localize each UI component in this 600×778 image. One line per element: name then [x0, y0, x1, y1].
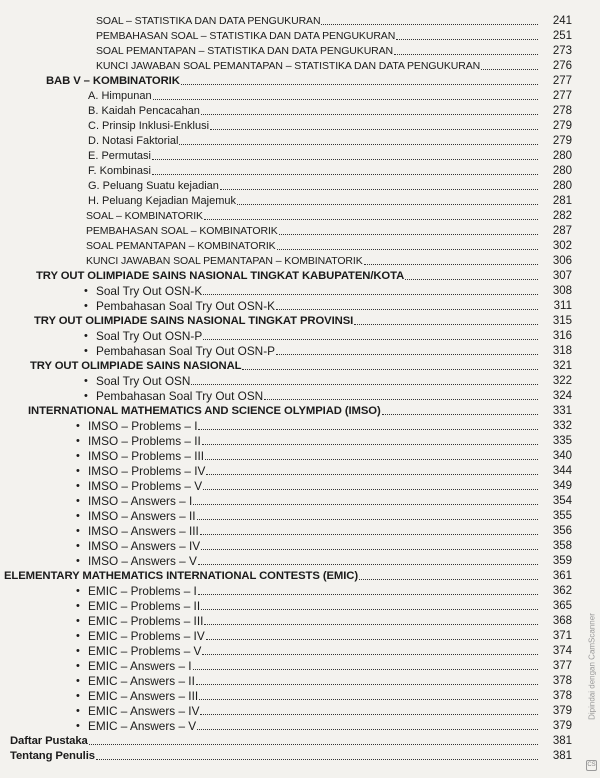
- dot-leader: [152, 174, 538, 175]
- toc-page-number: 321: [552, 360, 572, 372]
- toc-entry: [88, 89, 572, 104]
- toc-entry-label: Pembahasan Soal Try Out OSN-K: [96, 299, 275, 313]
- toc-entry-label: IMSO – Problems – III: [88, 449, 205, 463]
- bullet-icon: •: [76, 420, 80, 432]
- toc-entry: [76, 434, 572, 449]
- bullet-icon: •: [76, 540, 80, 552]
- toc-page-number: 356: [552, 525, 572, 537]
- toc-entry-label: Soal Try Out OSN-P: [96, 329, 203, 343]
- toc-entry: [76, 629, 572, 644]
- toc-entry: [96, 59, 572, 74]
- toc-entry: [84, 344, 572, 359]
- toc-page-number: 378: [552, 675, 572, 687]
- dot-leader: [220, 189, 538, 190]
- toc-entry: [76, 704, 572, 719]
- dot-leader: [181, 84, 538, 85]
- toc-entry-label: BAB V – KOMBINATORIK: [46, 75, 180, 87]
- toc-entry-label: SOAL – STATISTIKA DAN DATA PENGUKURAN: [96, 15, 321, 27]
- dot-leader: [196, 684, 538, 685]
- toc-page-number: 381: [552, 750, 572, 762]
- dot-leader: [206, 639, 538, 640]
- dot-leader: [198, 594, 538, 595]
- toc-entry-label: PEMBAHASAN SOAL – KOMBINATORIK: [86, 225, 278, 237]
- dot-leader: [279, 234, 538, 235]
- dot-leader: [204, 219, 538, 220]
- toc-entry-label: Soal Try Out OSN-K: [96, 284, 203, 298]
- bullet-icon: •: [76, 720, 80, 732]
- toc-page-number: 354: [552, 495, 572, 507]
- toc-entry-label: Pembahasan Soal Try Out OSN: [96, 389, 264, 403]
- toc-page-number: 316: [552, 330, 572, 342]
- toc-page-number: 318: [552, 345, 572, 357]
- bullet-icon: •: [76, 675, 80, 687]
- toc-entry-label: EMIC – Problems – II: [88, 599, 201, 613]
- toc-page-number: 359: [552, 555, 572, 567]
- toc-entry-label: Soal Try Out OSN: [96, 374, 191, 388]
- toc-page-number: 281: [552, 195, 572, 207]
- dot-leader: [364, 264, 538, 265]
- bullet-icon: •: [84, 330, 88, 342]
- toc-entry: [76, 509, 572, 524]
- dot-leader: [193, 504, 538, 505]
- toc-entry: [76, 584, 572, 599]
- bullet-icon: •: [76, 435, 80, 447]
- toc-page-number: 251: [552, 30, 572, 42]
- toc-page-number: 365: [552, 600, 572, 612]
- dot-leader: [152, 159, 538, 160]
- toc-entry-label: C. Prinsip Inklusi-Enklusi: [88, 120, 210, 132]
- toc-entry-label: Pembahasan Soal Try Out OSN-P: [96, 344, 275, 358]
- toc-page-number: 362: [552, 585, 572, 597]
- toc-page-number: 308: [552, 285, 572, 297]
- dot-leader: [206, 474, 538, 475]
- bullet-icon: •: [84, 300, 88, 312]
- bullet-icon: •: [84, 375, 88, 387]
- toc-page-number: 280: [552, 165, 572, 177]
- dot-leader: [394, 54, 538, 55]
- toc-entry: [76, 524, 572, 539]
- toc-entry-label: Daftar Pustaka: [10, 735, 88, 747]
- toc-entry: [88, 164, 572, 179]
- toc-entry: [84, 329, 572, 344]
- toc-entry-label: IMSO – Problems – I: [88, 419, 198, 433]
- dot-leader: [96, 759, 538, 760]
- toc-page-number: 379: [552, 720, 572, 732]
- toc-page-number: 374: [552, 645, 572, 657]
- dot-leader: [198, 564, 538, 565]
- toc-page-number: 279: [552, 135, 572, 147]
- toc-section-heading: [28, 404, 572, 419]
- toc-entry-label: PEMBAHASAN SOAL – STATISTIKA DAN DATA PENGUKURAN: [96, 30, 396, 42]
- bullet-icon: •: [76, 480, 80, 492]
- toc-entry-label: KUNCI JAWABAN SOAL PEMANTAPAN – STATISTIKA DAN DATA PENGUKURAN: [96, 60, 481, 72]
- toc-entry: [76, 659, 572, 674]
- dot-leader: [153, 99, 538, 100]
- dot-leader: [202, 444, 538, 445]
- toc-page-number: 332: [552, 420, 572, 432]
- dot-leader: [242, 369, 538, 370]
- toc-entry: [76, 494, 572, 509]
- toc-section-heading: [36, 269, 572, 284]
- dot-leader: [277, 249, 538, 250]
- toc-page-number: 355: [552, 510, 572, 522]
- toc-entry: [86, 224, 572, 239]
- toc-entry-label: EMIC – Problems – III: [88, 614, 204, 628]
- toc-entry: [76, 539, 572, 554]
- toc-entry-label: IMSO – Answers – II: [88, 509, 196, 523]
- toc-page-number: 340: [552, 450, 572, 462]
- toc-entry-label: EMIC – Problems – IV: [88, 629, 205, 643]
- bullet-icon: •: [76, 465, 80, 477]
- toc-entry-label: F. Kombinasi: [88, 165, 151, 177]
- dot-leader: [203, 294, 538, 295]
- toc-page-number: 273: [552, 45, 572, 57]
- toc-entry-label: IMSO – Answers – I: [88, 494, 193, 508]
- toc-page-number: 377: [552, 660, 572, 672]
- dot-leader: [201, 114, 538, 115]
- bullet-icon: •: [76, 495, 80, 507]
- camscanner-logo-icon: CS: [586, 760, 597, 771]
- dot-leader: [179, 144, 538, 145]
- toc-page-number: 311: [553, 300, 572, 312]
- toc-entry: [76, 689, 572, 704]
- dot-leader: [200, 534, 538, 535]
- toc-entry-label: IMSO – Answers – V: [88, 554, 197, 568]
- toc-entry-label: EMIC – Problems – V: [88, 644, 202, 658]
- bullet-icon: •: [76, 450, 80, 462]
- toc-entry-label: EMIC – Answers – I: [88, 659, 192, 673]
- dot-leader: [205, 459, 538, 460]
- dot-leader: [198, 429, 538, 430]
- toc-entry: [76, 644, 572, 659]
- toc-entry: [88, 149, 572, 164]
- dot-leader: [191, 384, 538, 385]
- toc-entry-label: D. Notasi Faktorial: [88, 135, 179, 147]
- toc-entry: [76, 449, 572, 464]
- toc-page-number: 280: [552, 150, 572, 162]
- toc-entry-label: ELEMENTARY MATHEMATICS INTERNATIONAL CONTESTS (EMIC): [4, 570, 358, 582]
- toc-entry: [86, 239, 572, 254]
- dot-leader: [354, 324, 538, 325]
- dot-leader: [210, 129, 538, 130]
- bullet-icon: •: [76, 555, 80, 567]
- toc-entry-label: SOAL PEMANTAPAN – KOMBINATORIK: [86, 240, 276, 252]
- dot-leader: [201, 609, 538, 610]
- toc-entry-label: IMSO – Answers – IV: [88, 539, 201, 553]
- toc-section-heading: [46, 74, 572, 89]
- toc-entry-label: SOAL – KOMBINATORIK: [86, 210, 203, 222]
- bullet-icon: •: [76, 585, 80, 597]
- toc-section-heading: [34, 314, 572, 329]
- toc-page-number: 344: [552, 465, 572, 477]
- toc-page-number: 280: [552, 180, 572, 192]
- dot-leader: [359, 579, 538, 580]
- toc-page-number: 279: [552, 120, 572, 132]
- bullet-icon: •: [76, 645, 80, 657]
- dot-leader: [193, 669, 538, 670]
- toc-page-number: 378: [552, 690, 572, 702]
- toc-entry-label: TRY OUT OLIMPIADE SAINS NASIONAL TINGKAT KABUPATEN/KOTA: [36, 270, 405, 282]
- toc-section-heading: [10, 734, 572, 749]
- toc-page-number: 241: [552, 15, 572, 27]
- toc-entry-label: H. Peluang Kejadian Majemuk: [88, 195, 236, 207]
- bullet-icon: •: [84, 390, 88, 402]
- toc-entry-label: G. Peluang Suatu kejadian: [88, 180, 219, 192]
- dot-leader: [199, 699, 538, 700]
- toc-entry: [96, 44, 572, 59]
- bullet-icon: •: [76, 525, 80, 537]
- toc-entry-label: EMIC – Answers – III: [88, 689, 199, 703]
- toc-entry-label: EMIC – Answers – V: [88, 719, 197, 733]
- toc-entry: [88, 119, 572, 134]
- dot-leader: [202, 654, 538, 655]
- toc-page-number: 278: [552, 105, 572, 117]
- bullet-icon: •: [76, 705, 80, 717]
- toc-page-number: 306: [552, 255, 572, 267]
- toc-page-number: 381: [552, 735, 572, 747]
- toc-page-number: 361: [552, 570, 572, 582]
- toc-entry: [88, 104, 572, 119]
- toc-page-number: 324: [552, 390, 572, 402]
- toc-entry-label: A. Himpunan: [88, 90, 152, 102]
- toc-page-number: 371: [552, 630, 572, 642]
- dot-leader: [89, 744, 538, 745]
- toc-entry-label: EMIC – Answers – II: [88, 674, 195, 688]
- toc-page-number: 302: [552, 240, 572, 252]
- toc-page-number: 368: [552, 615, 572, 627]
- toc-entry: [84, 389, 572, 404]
- scanner-watermark: [586, 578, 598, 758]
- toc-entry-label: E. Permutasi: [88, 150, 151, 162]
- dot-leader: [204, 624, 538, 625]
- toc-entry-label: EMIC – Answers – IV: [88, 704, 200, 718]
- toc-page-number: 276: [552, 60, 572, 72]
- bullet-icon: •: [76, 690, 80, 702]
- toc-entry: [84, 374, 572, 389]
- toc-entry: [76, 674, 572, 689]
- toc-page-number: 379: [552, 705, 572, 717]
- toc-page-number: 277: [552, 75, 572, 87]
- dot-leader: [203, 489, 538, 490]
- toc-entry-label: KUNCI JAWABAN SOAL PEMANTAPAN – KOMBINATORIK: [86, 255, 363, 267]
- toc-page-number: 307: [552, 270, 572, 282]
- toc-entry: [76, 479, 572, 494]
- dot-leader: [203, 339, 538, 340]
- toc-entry: [76, 554, 572, 569]
- bullet-icon: •: [76, 615, 80, 627]
- toc-entry: [86, 254, 572, 269]
- dot-leader: [197, 519, 538, 520]
- toc-page-number: 349: [552, 480, 572, 492]
- toc-entry-label: IMSO – Answers – III: [88, 524, 199, 538]
- toc-entry-label: IMSO – Problems – V: [88, 479, 203, 493]
- toc-entry: [88, 134, 572, 149]
- toc-entry-label: EMIC – Problems – I: [88, 584, 197, 598]
- bullet-icon: •: [76, 630, 80, 642]
- toc-entry-label: INTERNATIONAL MATHEMATICS AND SCIENCE OLYMPIAD (IMSO): [28, 405, 381, 417]
- toc-entry: [88, 194, 572, 209]
- toc-entry: [76, 464, 572, 479]
- toc-entry-label: SOAL PEMANTAPAN – STATISTIKA DAN DATA PENGUKURAN: [96, 45, 394, 57]
- toc-entry: [76, 614, 572, 629]
- dot-leader: [396, 39, 538, 40]
- dot-leader: [276, 309, 538, 310]
- toc-entry: [84, 299, 572, 314]
- dot-leader: [405, 279, 538, 280]
- dot-leader: [276, 354, 538, 355]
- toc-entry-label: TRY OUT OLIMPIADE SAINS NASIONAL TINGKAT PROVINSI: [34, 315, 354, 327]
- dot-leader: [197, 729, 538, 730]
- bullet-icon: •: [76, 600, 80, 612]
- dot-leader: [200, 714, 538, 715]
- toc-entry: [96, 29, 572, 44]
- toc-page-number: 335: [552, 435, 572, 447]
- dot-leader: [264, 399, 538, 400]
- dot-leader: [321, 24, 538, 25]
- toc-entry: [96, 14, 572, 29]
- dot-leader: [382, 414, 538, 415]
- toc-page-number: 331: [552, 405, 572, 417]
- toc-entry: [88, 179, 572, 194]
- toc-section-heading: [10, 749, 572, 764]
- bullet-icon: •: [84, 285, 88, 297]
- dot-leader: [237, 204, 538, 205]
- toc-entry-label: B. Kaidah Pencacahan: [88, 105, 200, 117]
- toc-entry: [76, 719, 572, 734]
- toc-entry-label: TRY OUT OLIMPIADE SAINS NASIONAL: [30, 360, 242, 372]
- toc-page-number: 322: [552, 375, 572, 387]
- toc-entry-label: IMSO – Problems – IV: [88, 464, 206, 478]
- bullet-icon: •: [84, 345, 88, 357]
- toc-entry: [76, 599, 572, 614]
- toc-entry: [84, 284, 572, 299]
- toc-page-number: 277: [552, 90, 572, 102]
- toc-entry: [76, 419, 572, 434]
- toc-entry-label: IMSO – Problems – II: [88, 434, 201, 448]
- bullet-icon: •: [76, 660, 80, 672]
- toc-section-heading: [4, 569, 572, 584]
- dot-leader: [201, 549, 538, 550]
- watermark-text: Dipindai dengan CamScanner: [587, 613, 597, 720]
- toc-page-number: 287: [552, 225, 572, 237]
- toc-page-number: 315: [552, 315, 572, 327]
- toc-entry-label: Tentang Penulis: [10, 750, 95, 762]
- toc-page-number: 282: [552, 210, 572, 222]
- dot-leader: [481, 69, 538, 70]
- toc-page-number: 358: [552, 540, 572, 552]
- bullet-icon: •: [76, 510, 80, 522]
- toc-section-heading: [30, 359, 572, 374]
- toc-entry: [86, 209, 572, 224]
